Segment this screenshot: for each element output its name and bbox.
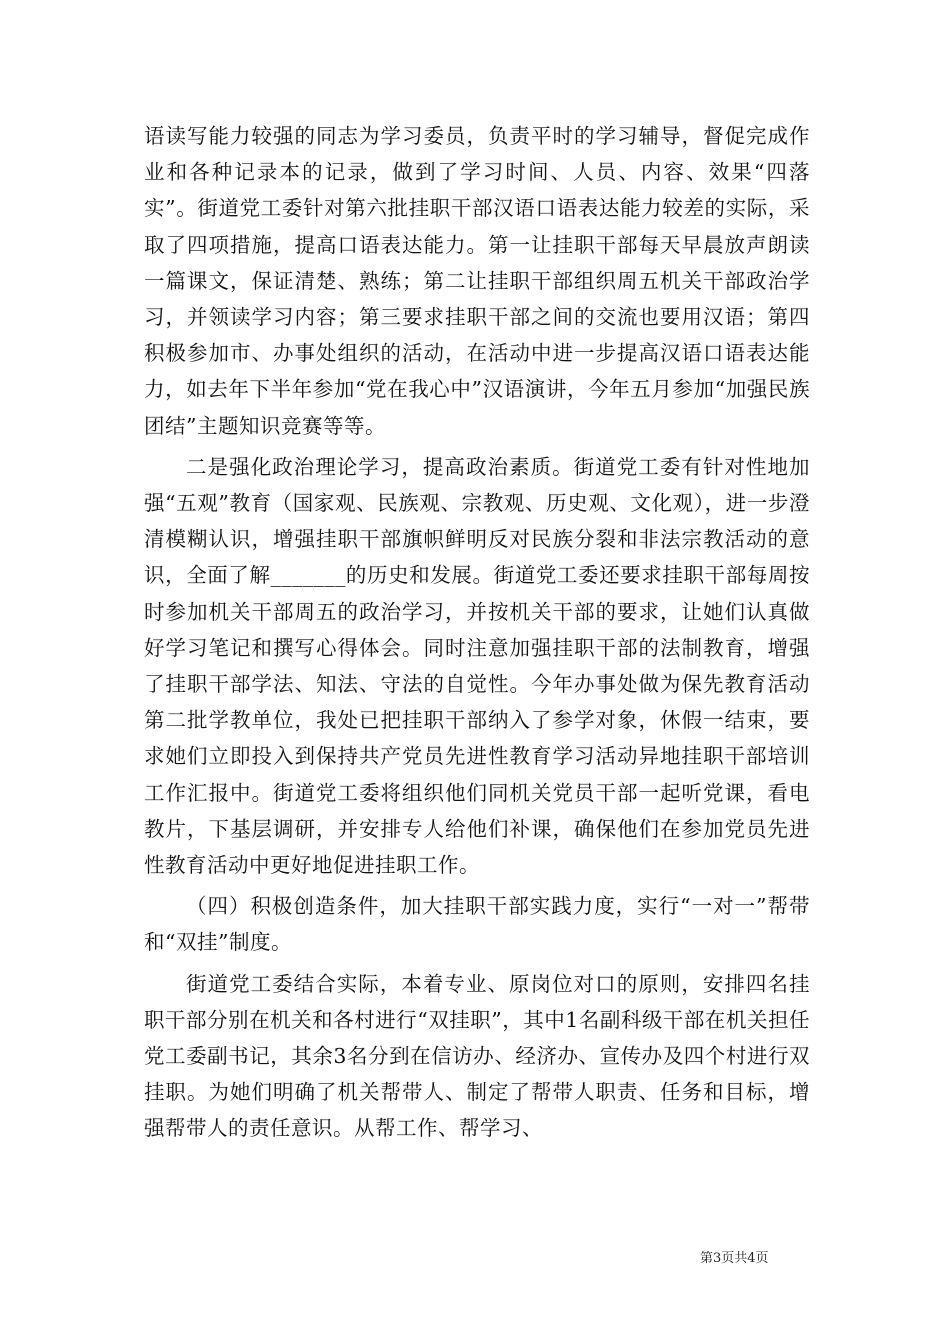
paragraph-4: 街道党工委结合实际，本着专业、原岗位对口的原则，安排四名挂职干部分别在机关和各村进行“双挂职”，其中1名副科级干部在机关担任党工委副书记，其余3名分到在信访办、经济办、宣传办及四个村进行双挂职。为她们明确了机关帮带人、制定了帮带人职责、任务和目标，增强帮带人的责任意识。从帮工作、帮学习、 <box>144 971 810 1141</box>
paragraph-2: 二是强化政治理论学习，提高政治素质。街道党工委有针对性地加强“五观”教育（国家观、民族观、宗教观、历史观、文化观），进一步澄清模糊认识，增强挂职干部旗帜鲜明反对民族分裂和非法宗教活动的意识，全面了解_______的历史和发展。街道党工委还要求挂职干部每周按时参加机关干部周五的政治学习，并按机关干部的要求，让她们认真做好学习笔记和撰写心得体会。同时注意加强挂职干部的法制教育，增强了挂职干部学法、知法、守法的自觉性。今年办事处做为保先教育活动第二批学教单位，我处已把挂职干部纳入了参学对象，休假一结束，要求她们立即投入到保持共产党员先进性教育学习活动异地挂职干部培训工作汇报中。街道党工委将组织他们同机关党员干部一起听党课，看电教片，下基层调研，并安排专人给他们补课，确保他们在参加党员先进性教育活动中更好地促进挂职工作。 <box>144 454 810 878</box>
document-body <box>144 118 810 1147</box>
page-number-footer: 第3页共4页 <box>700 1251 769 1266</box>
paragraph-3: （四）积极创造条件，加大挂职干部实践力度，实行“一对一”帮带和“双挂”制度。 <box>144 894 810 955</box>
paragraph-1: 语读写能力较强的同志为学习委员，负责平时的学习辅导，督促完成作业和各种记录本的记录，做到了学习时间、人员、内容、效果“四落实”。街道党工委针对第六批挂职干部汉语口语表达能力较差的实际，采取了四项措施，提高口语表达能力。第一让挂职干部每天早晨放声朗读一篇课文，保证清楚、熟练；第二让挂职干部组织周五机关干部政治学习，并领读学习内容；第三要求挂职干部之间的交流也要用汉语；第四积极参加市、办事处组织的活动，在活动中进一步提高汉语口语表达能力，如去年下半年参加“党在我心中”汉语演讲，今年五月参加“加强民族团结”主题知识竞赛等等。 <box>144 124 810 438</box>
